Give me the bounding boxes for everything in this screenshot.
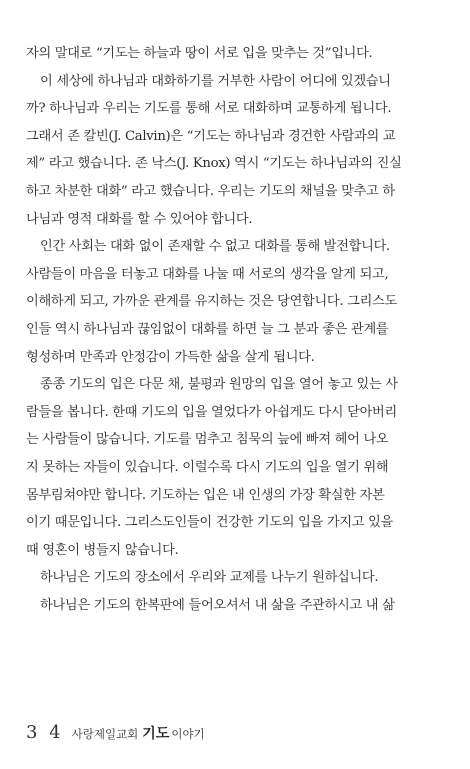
text-line: 몸부림쳐야만 합니다. 기도하는 입은 내 인생의 가장 확실한 자본 [26,487,385,503]
body-text [26,40,444,619]
text-line: 종종 기도의 입은 다문 채, 불평과 원망의 입을 열어 놓고 있는 사 [40,377,398,393]
text-line: 하나님은 기도의 한복판에 들어오셔서 내 삶을 주관하시고 내 삶 [40,597,395,613]
book-title-prefix: 사랑제일교회 [71,727,139,741]
text-line: 이 세상에 하나님과 대화하기를 거부한 사람이 어디에 있겠습니 [40,73,391,89]
text-line: 형성하며 만족과 안정감이 가득한 삶을 살게 됩니다. [26,349,315,365]
text-line: 인들 역시 하나님과 끊임없이 대화를 하면 늘 그 분과 좋은 관계를 [26,321,389,337]
text-line: 사람들이 마음을 터놓고 대화를 나눌 때 서로의 생각을 알게 되고, [26,266,389,282]
text-line: 그래서 존 칼빈(J. Calvin)은 “기도는 하나님과 경건한 사람과의 교 [26,128,396,144]
text-line: 이해하게 되고, 가까운 관계를 유지하는 것은 당연합니다. 그리스도 [26,294,397,310]
text-line: 는 사람들이 많습니다. 기도를 멈추고 침묵의 늪에 빠져 헤어 나오 [26,432,389,448]
text-line: 이기 때문입니다. 그리스도인들이 건강한 기도의 입을 가지고 있을 [26,515,393,531]
text-line: 지 못하는 자들이 있습니다. 이럴수록 다시 기도의 입을 열기 위해 [26,459,389,475]
text-line: 때 영혼이 병들지 않습니다. [26,542,179,558]
text-line: 까? 하나님과 우리는 기도를 통해 서로 대화하며 교통하게 됩니다. [26,101,392,117]
text-line: 하나님은 기도의 장소에서 우리와 교제를 나누기 원하십니다. [40,570,379,586]
page-footer [26,722,205,744]
text-line: 나님과 영적 대화를 할 수 있어야 합니다. [26,211,253,227]
text-line: 자의 말대로 “기도는 하늘과 땅이 서로 입을 맞추는 것”입니다. [26,46,373,61]
text-line: 제” 라고 했습니다. 존 낙스(J. Knox) 역시 “기도는 하나님과의 진실 [26,156,402,172]
text-line: 인간 사회는 대화 없이 존재할 수 없고 대화를 통해 발전합니다. [40,239,390,255]
text-line: 람들을 봅니다. 한때 기도의 입을 열었다가 아쉽게도 다시 닫아버리 [26,404,397,420]
book-title-suffix: 이야기 [171,727,205,741]
text-line: 하고 차분한 대화” 라고 했습니다. 우리는 기도의 채널을 맞추고 하 [26,183,395,199]
book-title-emphasis: 기도 [142,726,170,742]
page-number: 3 4 [26,722,64,743]
